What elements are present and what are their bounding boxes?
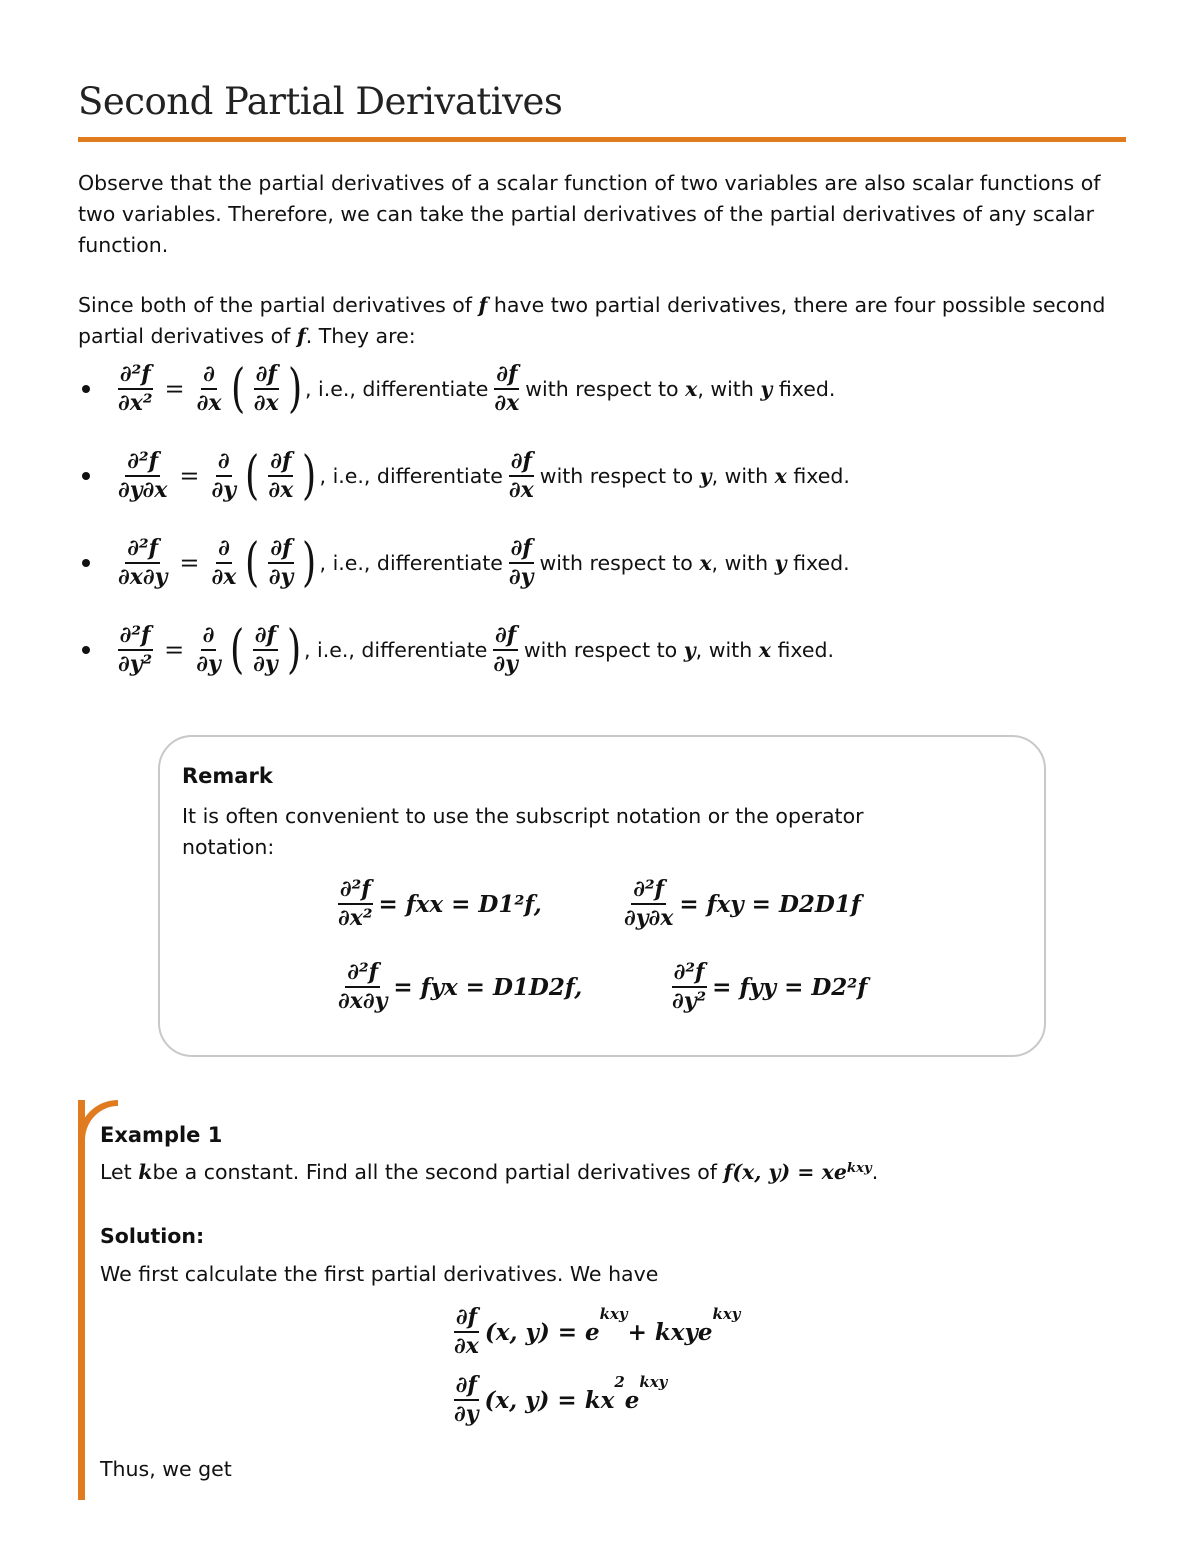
intro-paragraph: Observe that the partial derivatives of a scalar function of two variables are also scalar functions of two variables. Therefore, we can take the partial derivatives of the partial derivatives of any scalar function. bbox=[78, 171, 1101, 257]
bullet-dot bbox=[82, 385, 90, 393]
remark-text: It is often convenient to use the subscript notation or the operator notation: bbox=[182, 804, 864, 859]
remark-equation: $\frac{\text{∂²f}}{\partial y\partial x}$ = fxy = D2D1f bbox=[624, 876, 861, 932]
page-title: Second Partial Derivatives bbox=[78, 80, 563, 123]
bullet-dot bbox=[82, 646, 90, 654]
example-title: Example 1 bbox=[100, 1123, 223, 1147]
fraction: $\frac{\partial f}{\partial y}$ bbox=[268, 535, 294, 591]
bullet-item: $\frac{\text{∂²f}}{\partial x\partial y}$ = $\frac{\partial}{\partial x}$ ( $\frac{\partial f}{\partial y}$ ) , i.e., differentiate $\frac{\partial f}{\partial y}$ with respect to x , with y fixed. bbox=[112, 536, 850, 591]
since-paragraph: Since both of the partial derivatives of f have two partial derivatives, there are four possible second partial derivatives of f. They are: bbox=[78, 293, 1106, 348]
fraction: $\frac{\partial f}{\partial x}$ bbox=[268, 448, 294, 504]
fraction: $\frac{\partial}{\partial x}$ bbox=[211, 535, 237, 591]
bullet-dot bbox=[82, 472, 90, 480]
fraction: $\frac{\partial f}{\partial y}$ bbox=[253, 622, 278, 678]
remark-box bbox=[158, 735, 1046, 1057]
fraction: $\frac{\partial}{\partial y}$ bbox=[196, 622, 221, 678]
fraction: $\frac{\partial f}{\partial y}$ bbox=[493, 622, 518, 678]
bullet-dot bbox=[82, 559, 90, 567]
fraction: $\frac{\partial f}{\partial x}$ bbox=[508, 448, 534, 504]
bullet-item: $\frac{\text{∂²f}}{\text{∂y²}}$ = $\frac{\partial}{\partial y}$ ( $\frac{\partial f}{\partial y}$ ) , i.e., differentiate $\frac{\partial f}{\partial y}$ with respect to y , with x fixed. bbox=[112, 623, 834, 678]
partial-y-equation: $\frac{\partial f}{\partial y}$ (x, y) = kx $^2$ e $^{kxy}$ bbox=[454, 1372, 668, 1428]
fraction: $\frac{\text{∂²f}}{\partial y\partial x}$ bbox=[118, 448, 168, 504]
fraction: $\frac{\partial f}{\partial x}$ bbox=[494, 361, 520, 417]
title-underline bbox=[78, 137, 1126, 142]
bullet-item: $\frac{\text{∂²f}}{\partial y\partial x}$ = $\frac{\partial}{\partial y}$ ( $\frac{\partial f}{\partial x}$ ) , i.e., differentiate $\frac{\partial f}{\partial x}$ with respect to y , with x fixed. bbox=[112, 449, 850, 504]
remark-title: Remark bbox=[182, 764, 273, 788]
example-problem: Let k be a constant. Find all the second partial derivatives of f(x, y) = xe kxy . bbox=[100, 1160, 879, 1184]
bullet-item: $\frac{\text{∂²f}}{\text{∂x²}}$ = $\frac{\partial}{\partial x}$ ( $\frac{\partial f}{\partial x}$ ) , i.e., differentiate $\frac{\partial f}{\partial x}$ with respect to x , with y fixed. bbox=[112, 362, 835, 417]
fraction: $\frac{\partial}{\partial x}$ bbox=[196, 361, 222, 417]
example-accent-bar bbox=[78, 1100, 85, 1500]
remark-equation: $\frac{\text{∂²f}}{\text{∂x²}}$ = fxx = D1²f, bbox=[338, 876, 542, 932]
partial-x-equation: $\frac{\partial f}{\partial x}$ (x, y) = e $^{kxy}$ + kxye $^{kxy}$ bbox=[454, 1304, 741, 1360]
fraction: $\frac{\partial f}{\partial y}$ bbox=[508, 535, 534, 591]
remark-equation: $\frac{\text{∂²f}}{\text{∂y²}}$ = fyy = D2²f bbox=[672, 959, 868, 1015]
fraction: $\frac{\text{∂²f}}{\partial x\partial y}$ bbox=[118, 535, 168, 591]
fraction: $\frac{\partial}{\partial y}$ bbox=[211, 448, 237, 504]
remark-equation: $\frac{\text{∂²f}}{\partial x\partial y}$ = fyx = D1D2f, bbox=[338, 959, 583, 1015]
thus-text: Thus, we get bbox=[100, 1457, 232, 1481]
solution-intro: We first calculate the first partial derivatives. We have bbox=[100, 1262, 659, 1286]
fraction: $\frac{\text{∂²f}}{\text{∂y²}}$ bbox=[118, 622, 153, 678]
fraction: $\frac{\partial f}{\partial x}$ bbox=[253, 361, 279, 417]
fraction: $\frac{\text{∂²f}}{\text{∂x²}}$ bbox=[118, 361, 153, 417]
solution-label: Solution: bbox=[100, 1224, 205, 1248]
